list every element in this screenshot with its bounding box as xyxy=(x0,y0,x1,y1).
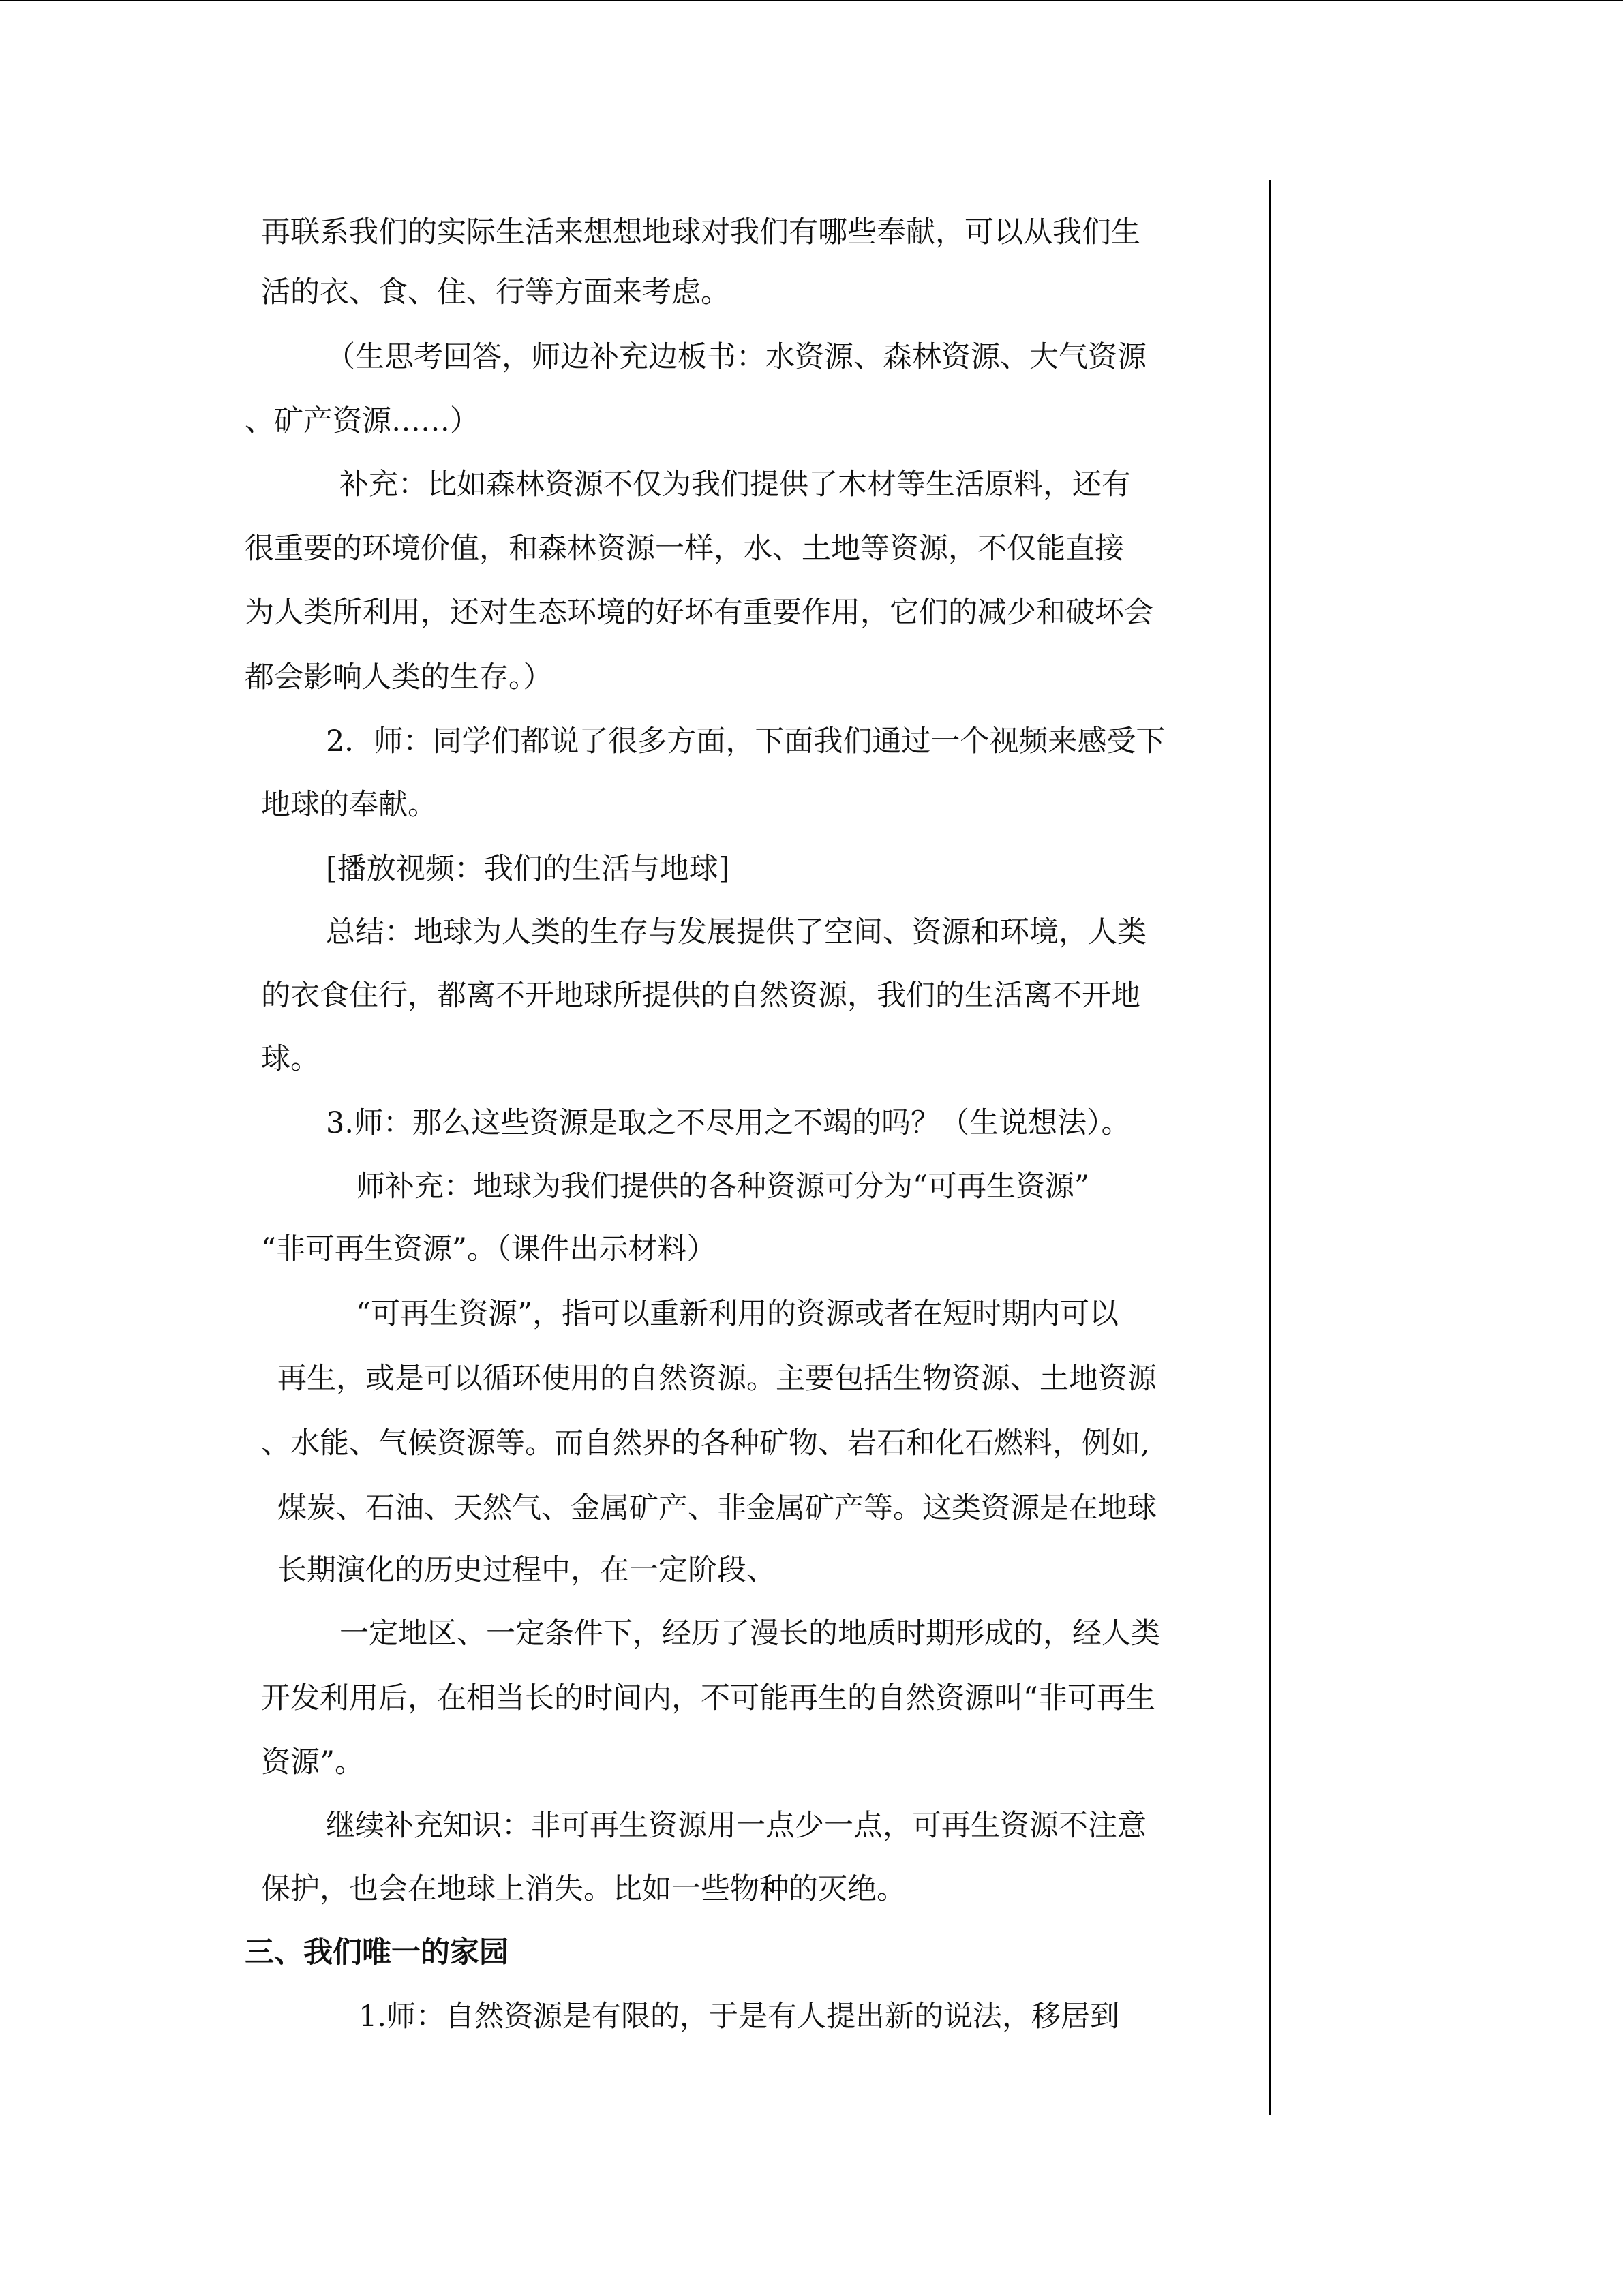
text-line: 、水能、气候资源等。而自然界的各种矿物、岩石和化石燃料，例如, xyxy=(261,1426,1150,1460)
text-line: 一定地区、一定条件下，经历了漫长的地质时期形成的，经人类 xyxy=(339,1617,1160,1651)
text-line: 继续补充知识：非可再生资源用一点少一点，可再生资源不注意 xyxy=(326,1809,1147,1843)
text-line: 地球的奉献。 xyxy=(261,788,437,822)
text-line: 都会影响人类的生存。） xyxy=(245,660,553,694)
text-line: 2．师：同学们都说了很多方面，下面我们通过一个视频来感受下 xyxy=(326,724,1166,759)
text-line: 很重要的环境价值，和森林资源一样，水、土地等资源，不仅能直接 xyxy=(245,532,1124,566)
text-line: [播放视频：我们的生活与地球] xyxy=(326,852,730,886)
text-line: 的衣食住行，都离不开地球所提供的自然资源，我们的生活离不开地 xyxy=(261,979,1140,1013)
text-line: 再生，或是可以循环使用的自然资源。主要包括生物资源、土地资源 xyxy=(277,1362,1157,1396)
text-line: 资源”。 xyxy=(261,1745,364,1779)
text-line: 师补充：地球为我们提供的各种资源可分为“可再生资源” xyxy=(356,1169,1089,1204)
text-line: 总结：地球为人类的生存与发展提供了空间、资源和环境，人类 xyxy=(326,915,1147,949)
text-line: “可再生资源”，指可以重新利用的资源或者在短时期内可以 xyxy=(356,1297,1119,1331)
text-line: 活的衣、食、住、行等方面来考虑。 xyxy=(261,275,730,309)
text-line: “非可再生资源”。（课件出示材料） xyxy=(261,1232,716,1266)
text-line: 为人类所利用，还对生态环境的好坏有重要作用，它们的减少和破坏会 xyxy=(245,596,1153,630)
table-right-border xyxy=(1269,180,1271,2115)
text-line: 长期演化的历史过程中，在一定阶段、 xyxy=(277,1553,776,1587)
text-line: 再联系我们的实际生活来想想地球对我们有哪些奉献，可以从我们生 xyxy=(261,215,1140,249)
text-line: 球。 xyxy=(261,1042,320,1076)
text-line: 开发利用后，在相当长的时间内，不可能再生的自然资源叫“非可再生 xyxy=(261,1681,1155,1715)
text-line: 3.师：那么这些资源是取之不尽用之不竭的吗？（生说想法）。 xyxy=(326,1106,1131,1140)
text-line: 、矿产资源……） xyxy=(245,404,479,438)
text-line: 补充：比如森林资源不仅为我们提供了木材等生活原料，还有 xyxy=(339,468,1131,502)
section-heading: 三、我们唯一的家园 xyxy=(245,1935,509,1970)
text-line: 1.师：自然资源是有限的，于是有人提出新的说法，移居到 xyxy=(359,2000,1120,2034)
text-line: （生思考回答，师边补充边板书：水资源、森林资源、大气资源 xyxy=(326,340,1147,374)
text-line: 煤炭、石油、天然气、金属矿产、非金属矿产等。这类资源是在地球 xyxy=(277,1491,1157,1525)
text-line: 保护，也会在地球上消失。比如一些物种的灭绝。 xyxy=(261,1872,906,1906)
